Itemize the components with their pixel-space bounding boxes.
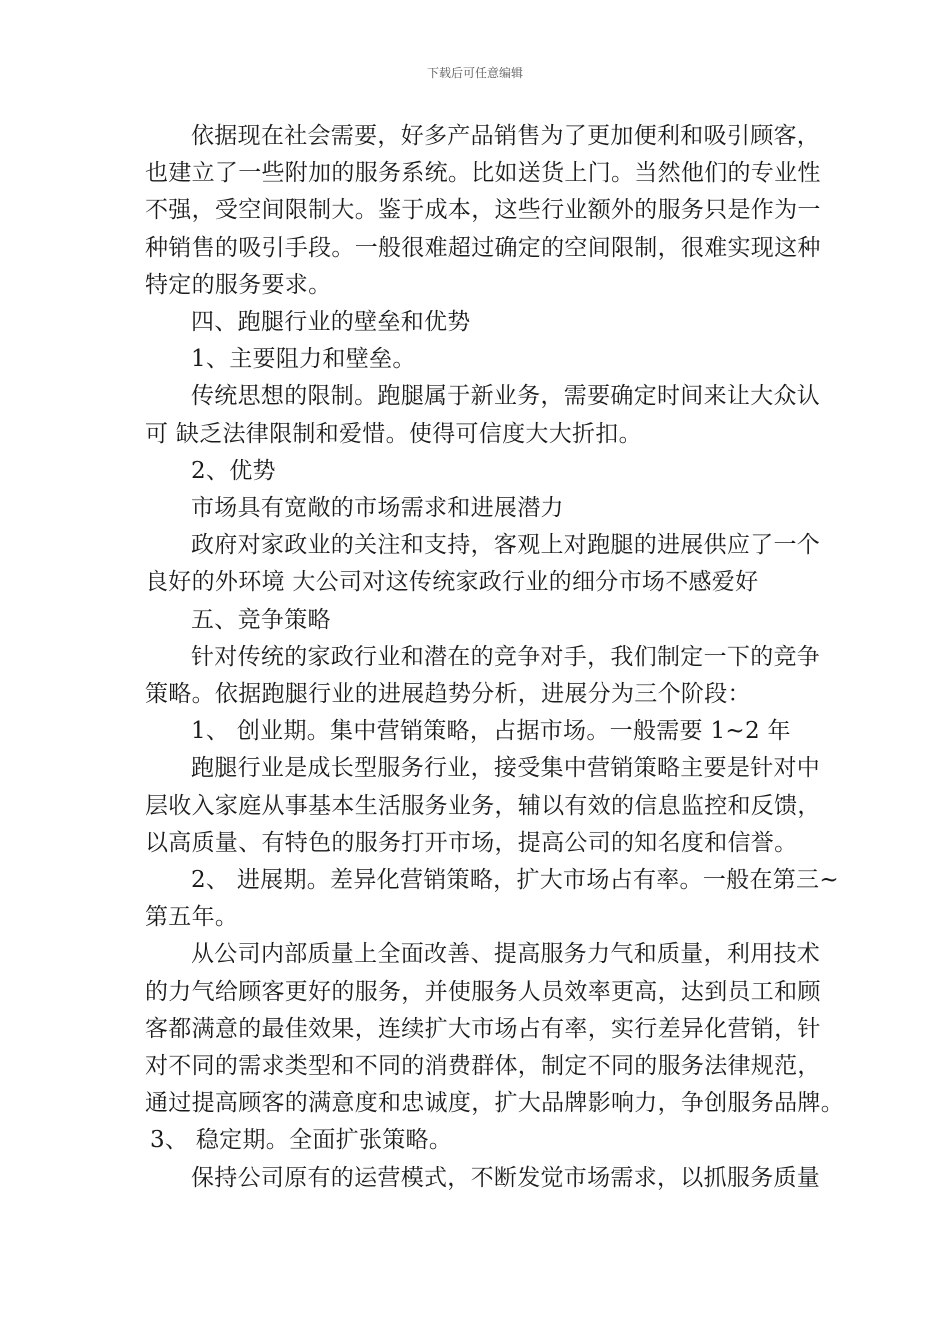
text-line: 不强，受空间限制大。鉴于成本，这些行业额外的服务只是作为一 — [145, 197, 821, 224]
section-heading: 五、竞争策略 — [191, 606, 331, 633]
text-line: 的力气给顾客更好的服务，并使服务人员效率更高，达到员工和顾 — [145, 978, 821, 1005]
text-line: 跑腿行业是成长型服务行业，接受集中营销策略主要是针对中 — [191, 755, 821, 782]
document-body — [145, 118, 844, 1197]
subsection-heading: 2、优势 — [191, 457, 276, 484]
text-line: 也建立了一些附加的服务系统。比如送货上门。当然他们的专业性 — [145, 160, 821, 187]
section-heading: 四、跑腿行业的壁垒和优势 — [191, 309, 471, 336]
text-line: 策略。依据跑腿行业的进展趋势分析，进展分为三个阶段： — [145, 681, 751, 708]
text-line: 特定的服务要求。 — [145, 271, 332, 298]
text-line: 政府对家政业的关注和支持，客观上对跑腿的进展供应了一个 — [191, 532, 821, 559]
subsection-heading: 1、主要阻力和壁垒。 — [191, 346, 416, 373]
text-line: 以高质量、有特色的服务打开市场，提高公司的知名度和信誉。 — [145, 829, 798, 856]
page-header: 下载后可任意编辑 — [426, 66, 523, 80]
text-line: 客都满意的最佳效果，连续扩大市场占有率，实行差异化营销，针 — [145, 1015, 821, 1042]
text-line: 第五年。 — [145, 904, 239, 931]
text-line: 保持公司原有的运营模式，不断发觉市场需求，以抓服务质量 — [191, 1164, 821, 1191]
text-line: 良好的外环境 大公司对这传统家政行业的细分市场不感爱好 — [145, 569, 759, 596]
text-line: 通过提高顾客的满意度和忠诚度，扩大品牌影响力，争创服务品牌。 — [145, 1090, 844, 1117]
subsection-heading: 3、 稳定期。全面扩张策略。 — [150, 1127, 453, 1154]
text-line: 传统思想的限制。跑腿属于新业务，需要确定时间来让大众认 — [191, 383, 821, 410]
text-line: 针对传统的家政行业和潜在的竞争对手，我们制定一下的竞争 — [191, 643, 821, 670]
text-line: 可 缺乏法律限制和爱惜。使得可信度大大折扣。 — [145, 420, 642, 447]
text-line: 依据现在社会需要，好多产品销售为了更加便利和吸引顾客， — [191, 123, 821, 149]
text-line: 对不同的需求类型和不同的消费群体，制定不同的服务法律规范， — [145, 1053, 821, 1080]
subsection-heading: 1、 创业期。集中营销策略，占据市场。一般需要 1~2 年 — [191, 718, 791, 745]
text-line: 从公司内部质量上全面改善、提高服务力气和质量，利用技术 — [191, 941, 821, 968]
text-line: 层收入家庭从事基本生活服务业务，辅以有效的信息监控和反馈， — [145, 792, 821, 819]
text-line: 市场具有宽敞的市场需求和进展潜力 — [191, 495, 564, 522]
subsection-heading: 2、 进展期。差异化营销策略，扩大市场占有率。一般在第三~ — [191, 867, 839, 894]
text-line: 种销售的吸引手段。一般很难超过确定的空间限制，很难实现这种 — [145, 234, 821, 261]
